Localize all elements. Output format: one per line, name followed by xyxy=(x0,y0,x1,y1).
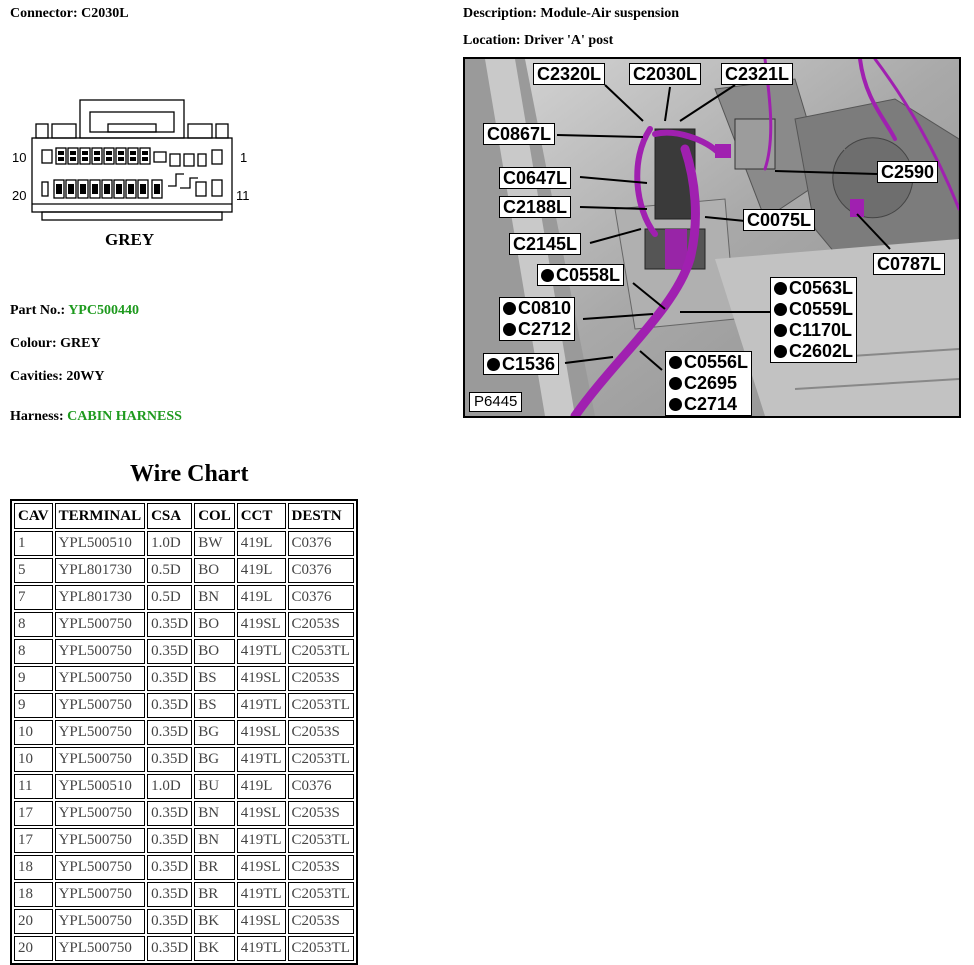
callout-c0558l[interactable] xyxy=(537,264,624,286)
cell-destn: C2053S xyxy=(288,909,354,934)
callout-c0563l[interactable]: C0563L xyxy=(774,278,853,299)
cell-cav: 9 xyxy=(14,693,53,718)
table-row xyxy=(14,720,354,745)
cell-destn: C2053S xyxy=(288,801,354,826)
cell-terminal: YPL500750 xyxy=(55,666,146,691)
table-row xyxy=(14,639,354,664)
cell-destn: C0376 xyxy=(288,558,354,583)
callout-c2188l[interactable]: C2188L xyxy=(499,196,571,218)
cell-csa: 0.35D xyxy=(147,828,192,853)
cell-cct: 419L xyxy=(237,531,286,556)
figure-reference: P6445 xyxy=(469,392,522,412)
table-row xyxy=(14,585,354,610)
bullet-icon xyxy=(503,302,516,315)
location-line xyxy=(463,33,613,49)
cell-cav: 17 xyxy=(14,801,53,826)
callout-c0647l[interactable]: C0647L xyxy=(499,167,571,189)
cell-destn: C2053TL xyxy=(288,693,354,718)
header-destn: DESTN xyxy=(288,503,354,529)
cell-terminal: YPL500750 xyxy=(55,639,146,664)
cell-terminal: YPL500750 xyxy=(55,801,146,826)
cell-csa: 0.35D xyxy=(147,882,192,907)
harness-key: Harness: xyxy=(10,409,64,424)
cell-col: BN xyxy=(194,828,235,853)
cell-destn: C2053TL xyxy=(288,936,354,961)
cell-terminal: YPL500510 xyxy=(55,531,146,556)
cell-col: BR xyxy=(194,855,235,880)
cell-csa: 0.35D xyxy=(147,639,192,664)
cell-destn: C2053TL xyxy=(288,639,354,664)
callout-c2030l[interactable]: C2030L xyxy=(629,63,701,85)
bullet-icon xyxy=(487,358,500,371)
wire-chart-table xyxy=(10,499,358,965)
cell-terminal: YPL500750 xyxy=(55,693,146,718)
cell-destn: C2053S xyxy=(288,666,354,691)
wire-chart-header-row xyxy=(14,503,354,529)
cell-col: BN xyxy=(194,585,235,610)
cell-cct: 419TL xyxy=(237,828,286,853)
cell-cct: 419SL xyxy=(237,612,286,637)
cell-cct: 419SL xyxy=(237,855,286,880)
cell-terminal: YPL500750 xyxy=(55,720,146,745)
cell-terminal: YPL500750 xyxy=(55,909,146,934)
callout-c0075l[interactable]: C0075L xyxy=(743,209,815,231)
cell-col: BG xyxy=(194,720,235,745)
callout-c1536[interactable] xyxy=(483,353,559,375)
cell-cav: 11 xyxy=(14,774,53,799)
bullet-icon xyxy=(774,282,787,295)
callout-c2712[interactable]: C2712 xyxy=(503,319,571,340)
header-cav: CAV xyxy=(14,503,53,529)
cell-col: BK xyxy=(194,936,235,961)
table-row xyxy=(14,774,354,799)
cell-cav: 8 xyxy=(14,639,53,664)
callout-c0559l[interactable]: C0559L xyxy=(774,299,853,320)
header-csa: CSA xyxy=(147,503,192,529)
bullet-icon xyxy=(669,377,682,390)
cell-csa: 0.35D xyxy=(147,693,192,718)
table-row xyxy=(14,558,354,583)
cell-cav: 10 xyxy=(14,720,53,745)
table-row xyxy=(14,747,354,772)
part-number-key: Part No.: xyxy=(10,303,66,318)
cell-col: BN xyxy=(194,801,235,826)
wire-chart-title: Wire Chart xyxy=(130,461,249,487)
cell-cct: 419SL xyxy=(237,720,286,745)
callout-group-bottom xyxy=(665,351,752,416)
cell-col: BO xyxy=(194,612,235,637)
location-key: Location: xyxy=(463,33,521,48)
cell-csa: 0.35D xyxy=(147,720,192,745)
callout-c2321l[interactable]: C2321L xyxy=(721,63,793,85)
cavities-line xyxy=(10,369,105,385)
cell-terminal: YPL801730 xyxy=(55,585,146,610)
cell-col: BS xyxy=(194,693,235,718)
cell-destn: C2053TL xyxy=(288,828,354,853)
cell-cct: 419TL xyxy=(237,936,286,961)
cell-cct: 419TL xyxy=(237,747,286,772)
cell-csa: 0.5D xyxy=(147,558,192,583)
cell-col: BR xyxy=(194,882,235,907)
table-row xyxy=(14,828,354,853)
callout-c2602l[interactable]: C2602L xyxy=(774,341,853,362)
bullet-icon xyxy=(669,398,682,411)
description-value: Module-Air suspension xyxy=(540,6,679,21)
table-row xyxy=(14,801,354,826)
cell-destn: C2053S xyxy=(288,855,354,880)
colour-key: Colour: xyxy=(10,336,57,351)
cell-terminal: YPL500750 xyxy=(55,882,146,907)
header-cct: CCT xyxy=(237,503,286,529)
cell-col: BO xyxy=(194,558,235,583)
callout-c0810[interactable]: C0810 xyxy=(503,298,571,319)
description-line xyxy=(463,6,679,22)
cell-terminal: YPL801730 xyxy=(55,558,146,583)
cell-terminal: YPL500750 xyxy=(55,936,146,961)
cell-cct: 419SL xyxy=(237,909,286,934)
header-col: COL xyxy=(194,503,235,529)
pin-label-10: 10 xyxy=(12,150,27,165)
table-row xyxy=(14,855,354,880)
cell-cav: 7 xyxy=(14,585,53,610)
cell-col: BG xyxy=(194,747,235,772)
cavities-value: 20WY xyxy=(66,369,105,384)
connector-heading xyxy=(10,6,129,22)
cell-cct: 419SL xyxy=(237,666,286,691)
callout-c2320l[interactable]: C2320L xyxy=(533,63,605,85)
callout-group-right xyxy=(770,277,857,363)
cell-csa: 1.0D xyxy=(147,774,192,799)
cell-cav: 10 xyxy=(14,747,53,772)
cell-cav: 20 xyxy=(14,936,53,961)
location-value: Driver 'A' post xyxy=(524,33,614,48)
connector-id: C2030L xyxy=(81,6,129,21)
bullet-icon xyxy=(774,324,787,337)
cell-cav: 1 xyxy=(14,531,53,556)
callout-c1536-label: C1536 xyxy=(502,354,556,374)
callout-c2714[interactable]: C2714 xyxy=(669,394,748,415)
cell-cav: 5 xyxy=(14,558,53,583)
pin-label-1: 1 xyxy=(240,150,248,165)
cell-cct: 419L xyxy=(237,585,286,610)
connector-key: Connector: xyxy=(10,6,78,21)
callout-c0556l[interactable]: C0556L xyxy=(669,352,748,373)
header-terminal: TERMINAL xyxy=(55,503,146,529)
cell-terminal: YPL500510 xyxy=(55,774,146,799)
cavities-key: Cavities: xyxy=(10,369,63,384)
cell-csa: 0.35D xyxy=(147,612,192,637)
cell-terminal: YPL500750 xyxy=(55,612,146,637)
connector-face-diagram xyxy=(8,92,268,262)
cell-cav: 18 xyxy=(14,882,53,907)
cell-destn: C2053S xyxy=(288,720,354,745)
cell-cav: 17 xyxy=(14,828,53,853)
cell-destn: C2053TL xyxy=(288,882,354,907)
cell-col: BS xyxy=(194,666,235,691)
location-photo xyxy=(463,57,961,418)
cell-destn: C0376 xyxy=(288,531,354,556)
table-row xyxy=(14,909,354,934)
callout-c1170l[interactable]: C1170L xyxy=(774,320,853,341)
harness-link[interactable]: CABIN HARNESS xyxy=(67,409,182,424)
cell-cav: 8 xyxy=(14,612,53,637)
part-number-line xyxy=(10,303,139,319)
cell-destn: C0376 xyxy=(288,585,354,610)
bullet-icon xyxy=(503,323,516,336)
cell-destn: C2053TL xyxy=(288,747,354,772)
cell-destn: C2053S xyxy=(288,612,354,637)
cell-cct: 419TL xyxy=(237,693,286,718)
wire-chart-body xyxy=(14,531,354,961)
cell-csa: 0.5D xyxy=(147,585,192,610)
cell-terminal: YPL500750 xyxy=(55,828,146,853)
table-row xyxy=(14,693,354,718)
cell-csa: 0.35D xyxy=(147,666,192,691)
cell-col: BK xyxy=(194,909,235,934)
bullet-icon xyxy=(541,269,554,282)
callout-c2590[interactable]: C2590 xyxy=(877,161,938,183)
callout-c0787l[interactable]: C0787L xyxy=(873,253,945,275)
cell-terminal: YPL500750 xyxy=(55,855,146,880)
table-row xyxy=(14,666,354,691)
cell-col: BW xyxy=(194,531,235,556)
bullet-icon xyxy=(774,345,787,358)
cell-col: BU xyxy=(194,774,235,799)
harness-line xyxy=(10,409,182,425)
cell-cct: 419L xyxy=(237,774,286,799)
callout-c0558l-label: C0558L xyxy=(556,265,621,285)
part-number-link[interactable]: YPC500440 xyxy=(68,303,139,318)
cell-csa: 0.35D xyxy=(147,801,192,826)
description-key: Description: xyxy=(463,6,537,21)
table-row xyxy=(14,531,354,556)
cell-destn: C0376 xyxy=(288,774,354,799)
callout-c0867l[interactable]: C0867L xyxy=(483,123,555,145)
cell-cav: 9 xyxy=(14,666,53,691)
callout-group-left xyxy=(499,297,575,341)
cell-cct: 419L xyxy=(237,558,286,583)
cell-col: BO xyxy=(194,639,235,664)
cell-cct: 419SL xyxy=(237,801,286,826)
cell-csa: 1.0D xyxy=(147,531,192,556)
callout-c2695[interactable]: C2695 xyxy=(669,373,748,394)
pin-label-20: 20 xyxy=(12,188,27,203)
cell-csa: 0.35D xyxy=(147,936,192,961)
cell-cav: 18 xyxy=(14,855,53,880)
cell-csa: 0.35D xyxy=(147,855,192,880)
pin-label-11: 11 xyxy=(236,188,250,203)
cell-csa: 0.35D xyxy=(147,747,192,772)
bullet-icon xyxy=(774,303,787,316)
cell-cct: 419TL xyxy=(237,639,286,664)
cell-terminal: YPL500750 xyxy=(55,747,146,772)
colour-line xyxy=(10,336,101,352)
cell-csa: 0.35D xyxy=(147,909,192,934)
table-row xyxy=(14,936,354,961)
table-row xyxy=(14,612,354,637)
colour-value: GREY xyxy=(60,336,101,351)
connector-colour-label: GREY xyxy=(105,230,155,249)
cell-cct: 419TL xyxy=(237,882,286,907)
callout-c2145l[interactable]: C2145L xyxy=(509,233,581,255)
table-row xyxy=(14,882,354,907)
bullet-icon xyxy=(669,356,682,369)
cell-cav: 20 xyxy=(14,909,53,934)
